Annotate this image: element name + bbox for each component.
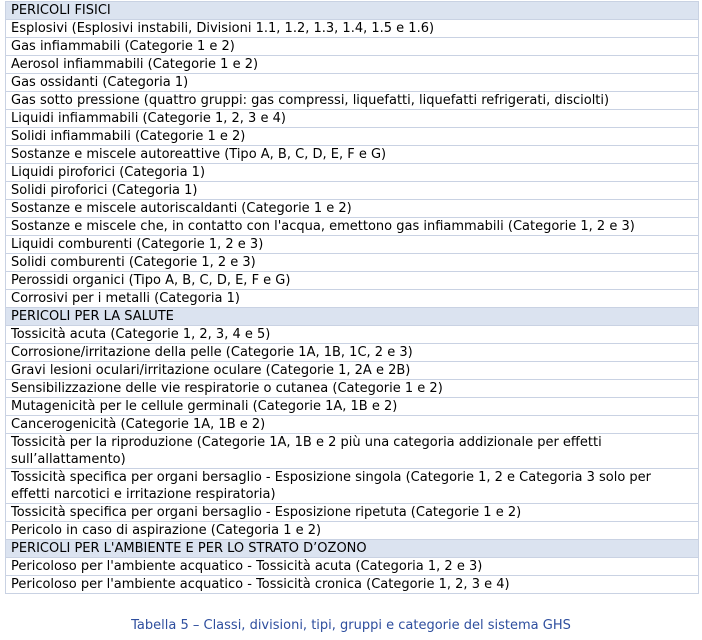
table-row [6, 200, 699, 218]
table-row [6, 362, 699, 380]
table-row [6, 434, 699, 469]
hazard-class-cell: Sostanze e miscele autoreattive (Tipo A, B, C, D, E, F e G) [6, 146, 699, 164]
hazard-class-cell: Mutagenicità per le cellule germinali (Categorie 1A, 1B e 2) [6, 398, 699, 416]
table-row [6, 92, 699, 110]
hazard-class-cell: Cancerogenicità (Categorie 1A, 1B e 2) [6, 416, 699, 434]
table-row [6, 74, 699, 92]
hazard-class-cell: Aerosol infiammabili (Categorie 1 e 2) [6, 56, 699, 74]
table-row [6, 504, 699, 522]
section-header-row [6, 2, 699, 20]
hazard-class-cell: Pericolo in caso di aspirazione (Categoria 1 e 2) [6, 522, 699, 540]
ghs-classification-table [5, 1, 699, 594]
hazard-class-cell: Gas infiammabili (Categorie 1 e 2) [6, 38, 699, 56]
hazard-class-cell: Corrosione/irritazione della pelle (Categorie 1A, 1B, 1C, 2 e 3) [6, 344, 699, 362]
hazard-class-cell: Tossicità specifica per organi bersaglio - Esposizione singola (Categorie 1, 2 e Categoria 3 solo per effetti narcotici e irritazione respiratoria) [6, 469, 699, 504]
hazard-class-cell: Liquidi piroforici (Categoria 1) [6, 164, 699, 182]
hazard-class-cell: Tossicità per la riproduzione (Categorie 1A, 1B e 2 più una categoria addizionale per effetti sull’allattamento) [6, 434, 699, 469]
hazard-class-cell: Pericoloso per l'ambiente acquatico - Tossicità acuta (Categoria 1, 2 e 3) [6, 558, 699, 576]
table-row [6, 128, 699, 146]
hazard-class-cell: Esplosivi (Esplosivi instabili, Divisioni 1.1, 1.2, 1.3, 1.4, 1.5 e 1.6) [6, 20, 699, 38]
section-header-row [6, 308, 699, 326]
table-row [6, 254, 699, 272]
section-header-row [6, 540, 699, 558]
table-row [6, 38, 699, 56]
table-row [6, 218, 699, 236]
hazard-class-cell: Sensibilizzazione delle vie respiratorie o cutanea (Categorie 1 e 2) [6, 380, 699, 398]
table-row [6, 326, 699, 344]
table-row [6, 272, 699, 290]
table-row [6, 146, 699, 164]
table-row [6, 380, 699, 398]
hazard-class-cell: Pericoloso per l'ambiente acquatico - Tossicità cronica (Categorie 1, 2, 3 e 4) [6, 576, 699, 594]
hazard-class-cell: Solidi piroforici (Categoria 1) [6, 182, 699, 200]
hazard-class-cell: Sostanze e miscele che, in contatto con l'acqua, emettono gas infiammabili (Categorie 1, 2 e 3) [6, 218, 699, 236]
table-row [6, 236, 699, 254]
section-header-cell: PERICOLI PER L'AMBIENTE E PER LO STRATO D’OZONO [6, 540, 699, 558]
hazard-class-cell: Tossicità specifica per organi bersaglio - Esposizione ripetuta (Categorie 1 e 2) [6, 504, 699, 522]
table-body [6, 2, 699, 594]
table-caption: Tabella 5 – Classi, divisioni, tipi, gruppi e categorie del sistema GHS [131, 618, 571, 633]
table-row [6, 558, 699, 576]
table-row [6, 469, 699, 504]
hazard-class-cell: Solidi comburenti (Categorie 1, 2 e 3) [6, 254, 699, 272]
hazard-class-cell: Liquidi infiammabili (Categorie 1, 2, 3 e 4) [6, 110, 699, 128]
table-row [6, 56, 699, 74]
table-row [6, 398, 699, 416]
table-row [6, 344, 699, 362]
section-header-cell: PERICOLI FISICI [6, 2, 699, 20]
table-row [6, 20, 699, 38]
table-row [6, 416, 699, 434]
table-row [6, 576, 699, 594]
hazard-class-cell: Gas sotto pressione (quattro gruppi: gas compressi, liquefatti, liquefatti refrigerati, disciolti) [6, 92, 699, 110]
table-row [6, 110, 699, 128]
hazard-class-cell: Gas ossidanti (Categoria 1) [6, 74, 699, 92]
section-header-cell: PERICOLI PER LA SALUTE [6, 308, 699, 326]
table-row [6, 522, 699, 540]
hazard-class-cell: Liquidi comburenti (Categorie 1, 2 e 3) [6, 236, 699, 254]
hazard-class-cell: Tossicità acuta (Categorie 1, 2, 3, 4 e 5) [6, 326, 699, 344]
hazard-class-cell: Sostanze e miscele autoriscaldanti (Categorie 1 e 2) [6, 200, 699, 218]
hazard-class-cell: Gravi lesioni oculari/irritazione oculare (Categorie 1, 2A e 2B) [6, 362, 699, 380]
hazard-class-cell: Solidi infiammabili (Categorie 1 e 2) [6, 128, 699, 146]
hazard-class-cell: Corrosivi per i metalli (Categoria 1) [6, 290, 699, 308]
table-row [6, 182, 699, 200]
table-row [6, 290, 699, 308]
hazard-class-cell: Perossidi organici (Tipo A, B, C, D, E, F e G) [6, 272, 699, 290]
table-row [6, 164, 699, 182]
